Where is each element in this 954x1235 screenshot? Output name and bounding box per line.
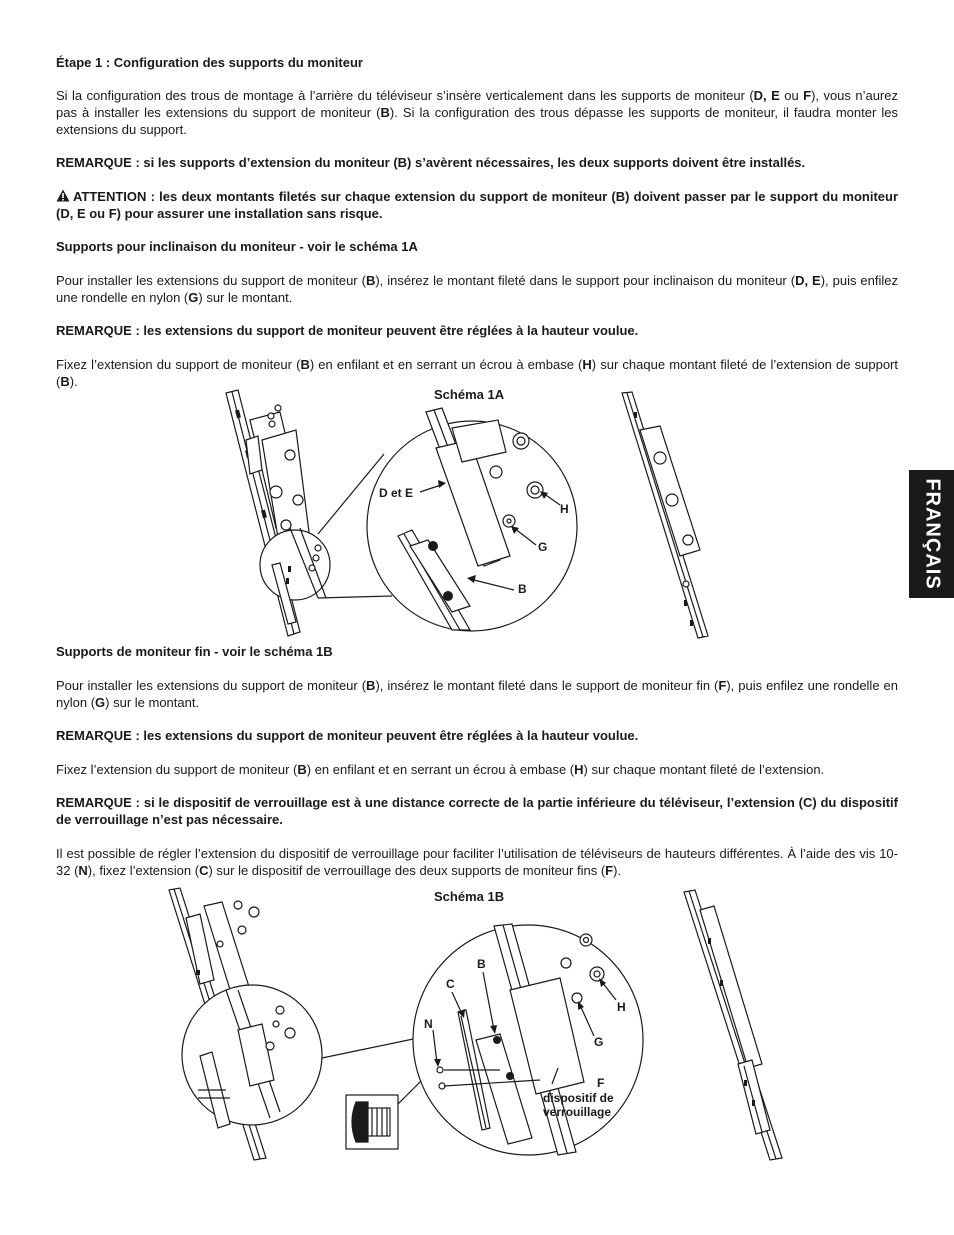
label-1b-h: H: [617, 1000, 626, 1014]
label-b: B: [518, 582, 527, 596]
note-extensions-both: REMARQUE : si les supports d’extension du moniteur (B) s’avèrent nécessaires, les deux supports doivent être installés.: [56, 155, 806, 170]
slim-heading: Supports de moniteur fin - voir le schéma 1B: [56, 644, 333, 659]
figure-1b-detail-circle-large: [413, 924, 643, 1155]
label-h: H: [560, 502, 569, 516]
figure-1a-caption: Schéma 1A: [434, 387, 505, 402]
language-side-tab: [909, 470, 954, 598]
tilt-fix-paragraph: Fixez l’extension du support de moniteur (B) en enfilant et en serrant un écrou à embase (H) sur chaque montant fileté de l’extension de support (B).: [56, 357, 898, 389]
label-1b-lock-line1: dispositif de: [543, 1091, 614, 1105]
slim-install-paragraph: Pour installer les extensions du support de moniteur (B), insérez le montant fileté dans le support de moniteur fin (F), puis enfilez une rondelle en nylon (G) sur le montant.: [56, 678, 898, 710]
label-g: G: [538, 540, 548, 554]
intro-paragraph: Si la configuration des trous de montage à l’arrière du téléviseur s’insère verticalement dans les supports de moniteur (D, E ou F), vous n’aurez pas à installer les extensions du support de moniteur (B). Si la configuration des trous dépasse les supports de moniteur, il faudra monter les extensions du support.: [56, 88, 898, 137]
slim-fix-paragraph: Fixez l’extension du support de moniteur (B) en enfilant et en serrant un écrou à embase (H) sur chaque montant fileté de l’extension.: [56, 762, 825, 777]
label-1b-b: B: [477, 957, 486, 971]
note-height-adjust-2: REMARQUE : les extensions du support de moniteur peuvent être réglées à la hauteur voulue.: [56, 728, 639, 743]
label-1b-g: G: [594, 1035, 604, 1049]
note-height-adjust-1: REMARQUE : les extensions du support de moniteur peuvent être réglées à la hauteur voulue.: [56, 323, 639, 338]
note-lock-extension: REMARQUE : si le dispositif de verrouillage est à une distance correcte de la partie inférieure du téléviseur, l’extension (C) du dispositif de verrouillage n’est pas nécessaire.: [56, 795, 898, 827]
label-1b-f: F: [597, 1076, 605, 1090]
tilt-heading: Supports pour inclinaison du moniteur - voir le schéma 1A: [56, 239, 418, 254]
tilt-install-paragraph: Pour installer les extensions du support de moniteur (B), insérez le montant fileté dans le support pour inclinaison du moniteur (D, E), puis enfilez une rondelle en nylon (G) sur le montant.: [56, 273, 898, 305]
label-d-et-e: D et E: [379, 486, 414, 500]
attention-paragraph: ATTENTION : les deux montants filetés sur chaque extension du support de moniteur (B) doivent passer par le support du moniteur (D, E ou F) pour assurer une installation sans risque.: [56, 189, 898, 221]
label-1b-c: C: [446, 977, 455, 991]
step-heading: Étape 1 : Configuration des supports du moniteur: [56, 55, 363, 70]
lock-adjust-paragraph: Il est possible de régler l’extension du dispositif de verrouillage pour faciliter l’utilisation de téléviseurs de hauteurs différentes. À l’aide des vis 10-32 (N), fixez l’extension (C) sur le dispositif de verrouillage des deux supports de moniteur fins (F).: [56, 846, 898, 878]
label-1b-n: N: [424, 1017, 433, 1031]
figure-1b-connector: [322, 1038, 418, 1058]
figure-1b-caption: Schéma 1B: [434, 889, 505, 904]
figure-1b-detail-circle-small: [182, 985, 322, 1128]
language-tab-label: FRANÇAIS: [921, 478, 943, 590]
label-1b-lock-line2: verrouillage: [543, 1105, 612, 1119]
figure-1b-right-bracket: [684, 890, 782, 1160]
